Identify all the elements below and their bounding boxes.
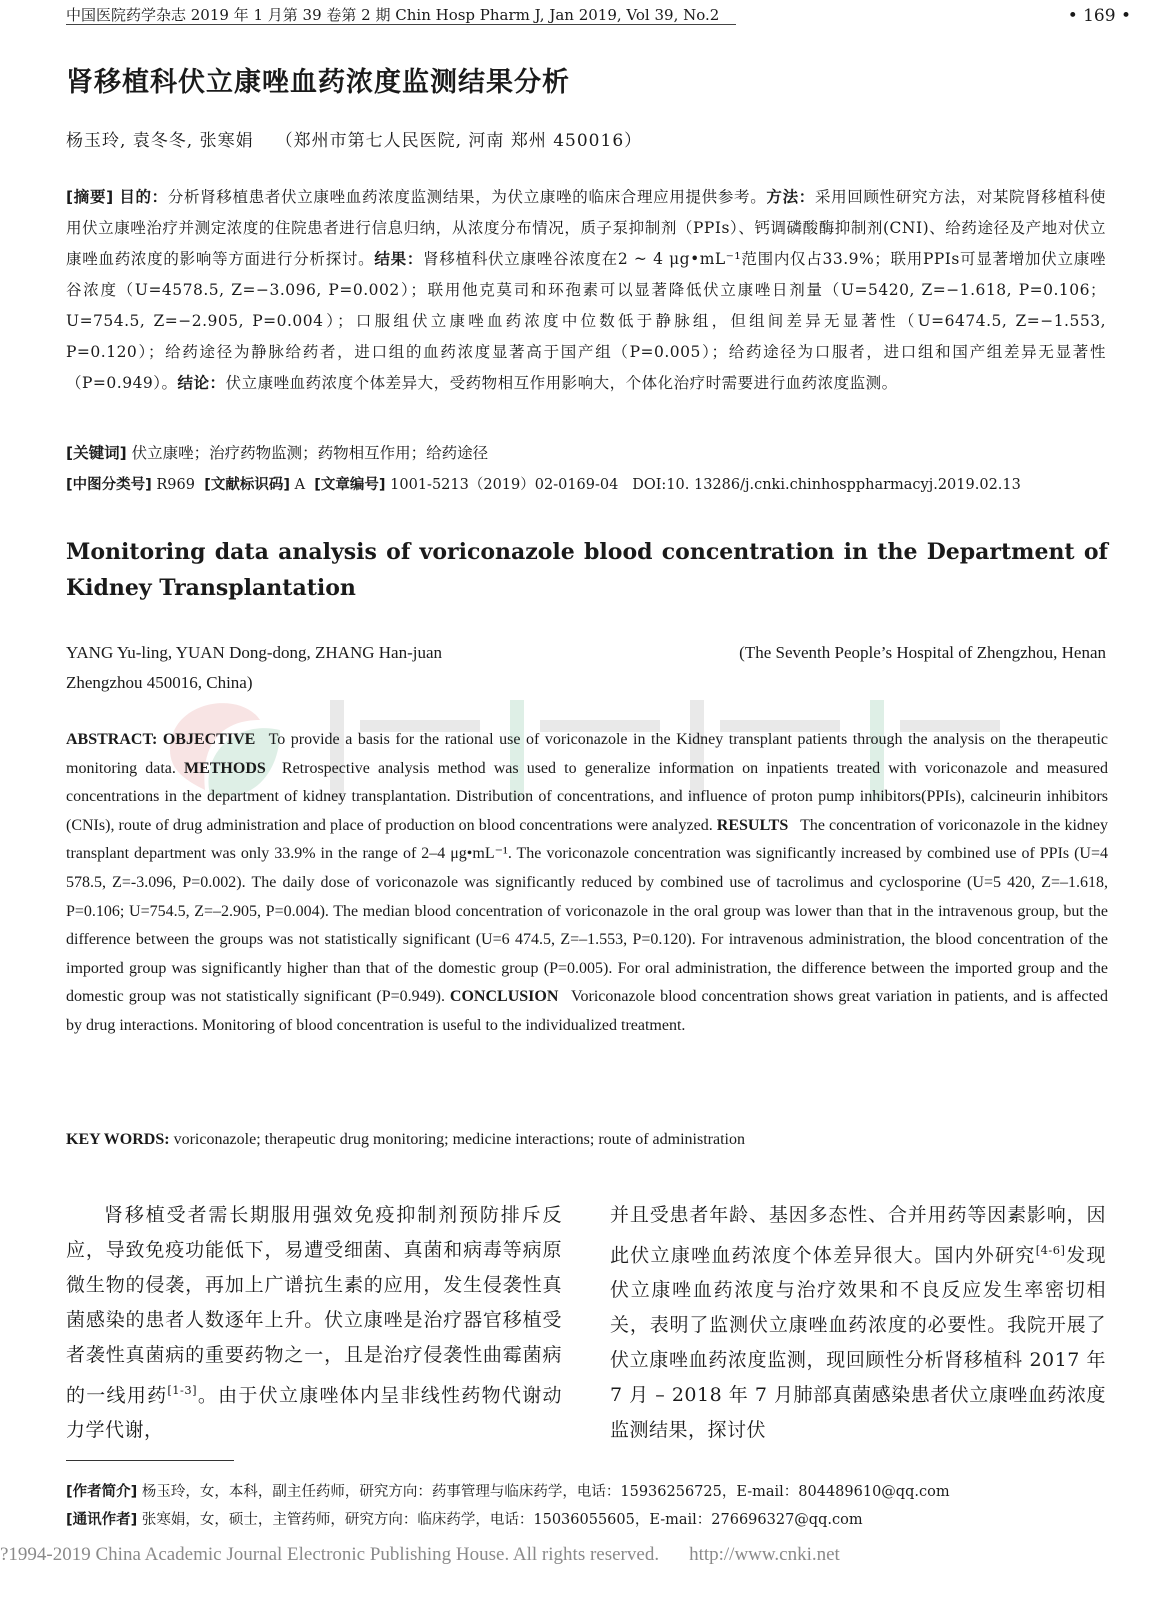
footnote-author xyxy=(66,1481,950,1503)
conclusion-label: 结论： xyxy=(177,374,226,392)
en-results-text: The concentration of voriconazole in the kidney transplant department was only 33.9% in the range of 2–4 μg•mL⁻¹. The voriconazole concentration was significantly increased by combined use of PPIs (U=4 578.5, Z=-3.096, P=0.002). The daily dose of voriconazole was significantly reduced by combined use of tacrolimus and cyclosporine (U=5 420, Z=–1.618, P=0.106; U=754.5, Z=–2.905, P=0.004). The median blood concentration of voriconazole in the oral group was lower than that in the intravenous group, but the difference between the groups was not statistically significant (U=6 474.5, Z=–1.553, P=0.120). For intravenous administration, the blood concentration of the imported group was significantly higher than that of the domestic group (P=0.005). For oral administration, the difference between the imported group and the domestic group was not statistically significant (P=0.949). xyxy=(66,816,1109,1006)
body-left-tail: 。由于伏立康唑体内呈非线性药物代谢动力学代谢， xyxy=(66,1384,562,1442)
copyright-text: ?1994-2019 China Academic Journal Electronic Publishing House. All rights reserved. xyxy=(0,1544,660,1565)
english-title: Monitoring data analysis of voriconazole blood concentration in the Department of Kidney Transplantation xyxy=(66,539,1108,601)
en-conclusion-text: Voriconazole blood concentration shows great variation in patients, and is affected by drug interactions. Monitoring of blood concentration is useful to the individualized treatment. xyxy=(66,988,1108,1034)
chinese-title: 肾移植科伏立康唑血药浓度监测结果分析 xyxy=(66,67,570,98)
copyright-line xyxy=(0,1544,840,1566)
objective-text: 分析肾移植患者伏立康唑血药浓度监测结果，为伏立康唑的临床合理应用提供参考。 xyxy=(167,188,767,206)
doi: DOI:10. 13286/j.cnki.chinhosppharmacyj.2019.02.13 xyxy=(632,477,1021,493)
keywords-text: 伏立康唑；治疗药物监测；药物相互作用；给药途径 xyxy=(131,444,489,462)
en-methods-text: Retrospective analysis method was used to generalize information on inpatients treated with voriconazole and measured concentrations in the department of kidney transplantation. Distribution of concentrations, and influence of proton pump inhibitors(PPIs), calcineurin inhibitors (CNIs), route of drug administration and place of production on blood concentrations were analyzed. xyxy=(66,759,1109,834)
doc-value: A xyxy=(294,477,306,493)
body-column-right xyxy=(610,1198,1106,1448)
english-author-names: YANG Yu-ling, YUAN Dong-dong, ZHANG Han-juan xyxy=(66,643,443,662)
author-names: 杨玉玲, 袁冬冬, 张寒娟 xyxy=(66,131,254,151)
en-objective-text: To provide a basis for the rational use of voriconazole in the Kidney transplant patients through the analysis on the therapeutic monitoring data. xyxy=(66,731,1108,777)
citation-ref: [1-3] xyxy=(167,1383,198,1397)
methods-text: 采用回顾性研究方法，对某院肾移植科使用伏立康唑治疗并测定浓度的住院患者进行信息归纳，从浓度分布情况，质子泵抑制剂（PPIs）、钙调磷酸酶抑制剂(CNI)、给药途径及产地对伏立康唑血药浓度的影响等方面进行分析探讨。 xyxy=(66,188,1106,268)
chinese-abstract xyxy=(66,182,1106,399)
footnote-corr-text: 张寒娟，女，硕士，主管药师，研究方向：临床药学，电话：15036055605，E-mail：276696327@qq.com xyxy=(141,1512,863,1528)
keywords-label: [关键词] xyxy=(66,444,127,462)
body-column-left xyxy=(66,1198,562,1448)
methods-label: 方法： xyxy=(766,188,815,206)
results-label: 结果： xyxy=(374,250,424,268)
english-keywords xyxy=(66,1127,1108,1153)
footnote-rule xyxy=(66,1460,234,1461)
en-keywords-text: voriconazole; therapeutic drug monitoring; medicine interactions; route of administration xyxy=(173,1131,745,1148)
en-keywords-label: KEY WORDS: xyxy=(66,1131,170,1148)
body-left-text: 肾移植受者需长期服用强效免疫抑制剂预防排斥反应，导致免疫功能低下，易遭受细菌、真菌和病毒等病原微生物的侵袭，再加上广谱抗生素的应用，发生侵袭性真菌感染的患者人数逐年上升。伏立康唑是治疗器官移植受者袭性真菌病的重要药物之一，且是治疗侵袭性曲霉菌病的一线用药 xyxy=(66,1204,562,1407)
copyright-url[interactable]: http://www.cnki.net xyxy=(689,1544,840,1565)
footnote-corresponding xyxy=(66,1509,863,1531)
class-value: R969 xyxy=(156,477,195,493)
body-right-text-b: 发现伏立康唑血药浓度与治疗效果和不良反应发生率密切相关，表明了监测伏立康唑血药浓度的必要性。我院开展了伏立康唑血药浓度监测，现回顾性分析肾移植科 2017 年 7 月 – 2018 年 7 月肺部真菌感染患者伏立康唑血药浓度监测结果，探讨伏 xyxy=(610,1244,1106,1442)
running-head: 中国医院药学杂志 2019 年 1 月第 39 卷第 2 期 Chin Hosp Pharm J, Jan 2019, Vol 39, No.2 xyxy=(66,6,720,24)
objective-label: 目的： xyxy=(119,188,168,206)
chinese-keywords xyxy=(66,440,1106,466)
article-value: 1001-5213（2019）02-0169-04 xyxy=(390,477,619,493)
en-conclusion-label: CONCLUSION xyxy=(449,988,559,1006)
english-abstract xyxy=(66,726,1108,1041)
body-right-text-a: 并且受患者年龄、基因多态性、合并用药等因素影响，因此伏立康唑血药浓度个体差异很大。国内外研究 xyxy=(610,1204,1106,1267)
page-number: • 169 • xyxy=(1067,6,1131,26)
abstract-label: [摘要] xyxy=(66,188,114,206)
footnote-corr-label: [通讯作者] xyxy=(66,1512,138,1528)
results-text: 肾移植科伏立康唑谷浓度在2 ~ 4 μg•mL⁻¹范围内仅占33.9%；联用PPIs可显著增加伏立康唑谷浓度（U=4578.5, Z=−3.096, P=0.002）；联用他克莫司和环孢素可以显著降低伏立康唑日剂量（U=5420, Z=−1.618, P=0.106；U=754.5, Z=−2.905, P=0.004）；口服组伏立康唑血药浓度中位数低于静脉组，但组间差异无显著性（U=6474.5, Z=−1.553, P=0.120）；给药途径为静脉给药者，进口组的血药浓度显著高于国产组（P=0.005）；给药途径为口服者，进口组和国产组差异无显著性（P=0.949）。 xyxy=(66,250,1106,392)
en-objective-label: ABSTRACT: OBJECTIVE xyxy=(66,731,256,748)
author-affiliation: （郑州市第七人民医院, 河南 郑州 450016） xyxy=(275,131,643,151)
english-affiliation-a: (The Seventh People’s Hospital of Zhengzhou, Henan xyxy=(739,643,1106,662)
article-label: [文章编号] xyxy=(314,477,386,493)
citation-ref: [4-6] xyxy=(1035,1243,1066,1257)
header-rule xyxy=(66,24,736,25)
conclusion-text: 伏立康唑血药浓度个体差异大，受药物相互作用影响大，个体化治疗时需要进行血药浓度监测。 xyxy=(225,374,898,392)
en-methods-label: METHODS xyxy=(183,759,266,777)
doc-label: [文献标识码] xyxy=(204,477,290,493)
en-results-label: RESULTS xyxy=(716,816,789,834)
class-label: [中图分类号] xyxy=(66,477,152,493)
classification-line xyxy=(66,474,1126,496)
english-authors xyxy=(66,638,1106,698)
english-affiliation-b: Zhengzhou 450016, China) xyxy=(66,673,253,692)
footnote-author-text: 杨玉玲，女，本科，副主任药师，研究方向：药事管理与临床药学，电话：15936256725，E-mail：804489610@qq.com xyxy=(141,1484,950,1500)
chinese-authors xyxy=(66,126,642,151)
footnote-author-label: [作者简介] xyxy=(66,1484,138,1500)
